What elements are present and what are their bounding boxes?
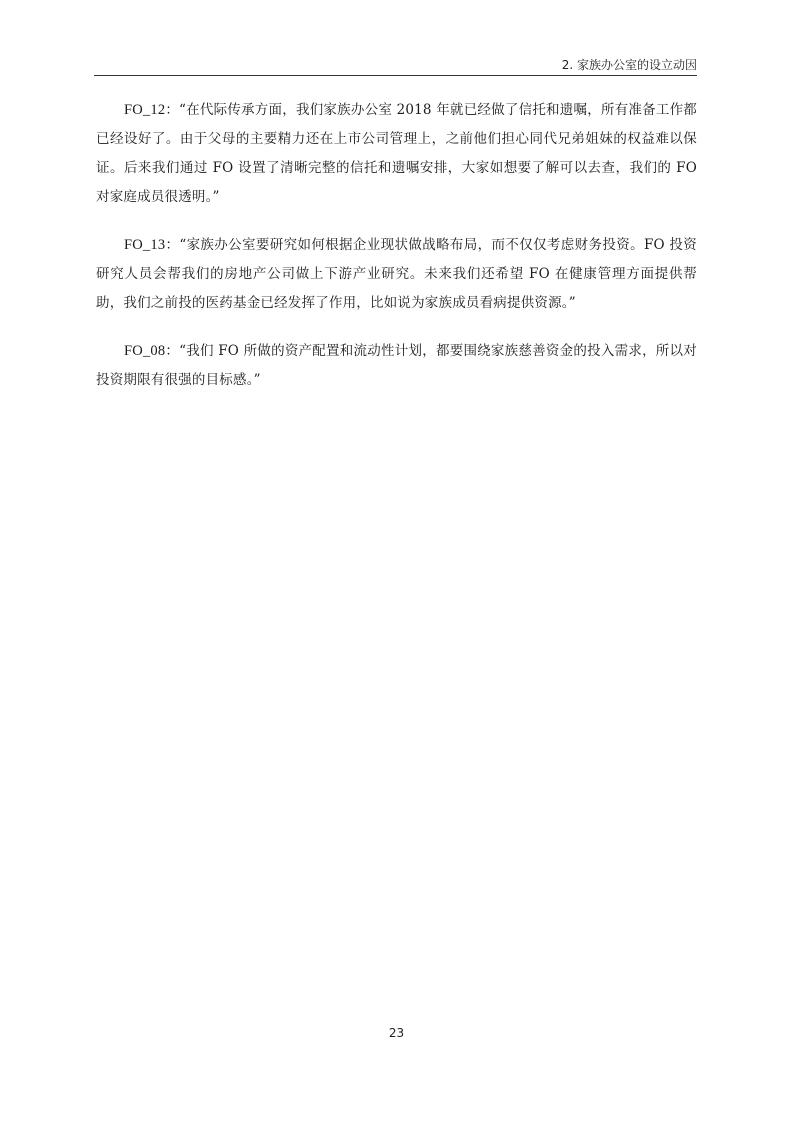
quote-paragraph-fo08 (96, 337, 697, 395)
quote-speaker: FO_13 (124, 237, 166, 253)
quote-paragraph-fo13 (96, 231, 697, 318)
quote-text: ：“我们 FO 所做的资产配置和流动性计划，都要围绕家族慈善资金的投入需求，所以对投资期限有很强的目标感。” (96, 343, 697, 388)
quote-speaker: FO_08 (124, 343, 166, 359)
page-number-value: 23 (388, 1026, 405, 1040)
section-title: 2. 家族办公室的设立动因 (561, 58, 697, 72)
quote-text: ：“在代际传承方面，我们家族办公室 2018 年就已经做了信托和遗嘱，所有准备工作都已经设好了。由于父母的主要精力还在上市公司管理上，之前他们担心同代兄弟姐妹的权益难以保证。后来我们通过 FO 设置了清晰完整的信托和遗嘱安排，大家如想要了解可以去查，我们的 FO 对家庭成员很透明。” (96, 102, 697, 205)
header-rule (94, 75, 697, 76)
page-number (0, 1026, 793, 1040)
running-header (94, 56, 697, 74)
quote-text: ：“家族办公室要研究如何根据企业现状做战略布局，而不仅仅考虑财务投资。FO 投资研究人员会帮我们的房地产公司做上下游产业研究。未来我们还希望 FO 在健康管理方面提供帮助，我们之前投的医药基金已经发挥了作用，比如说为家族成员看病提供资源。” (96, 237, 697, 311)
quote-paragraph-fo12 (96, 96, 697, 212)
quote-speaker: FO_12 (124, 102, 166, 118)
body-text (96, 96, 697, 414)
